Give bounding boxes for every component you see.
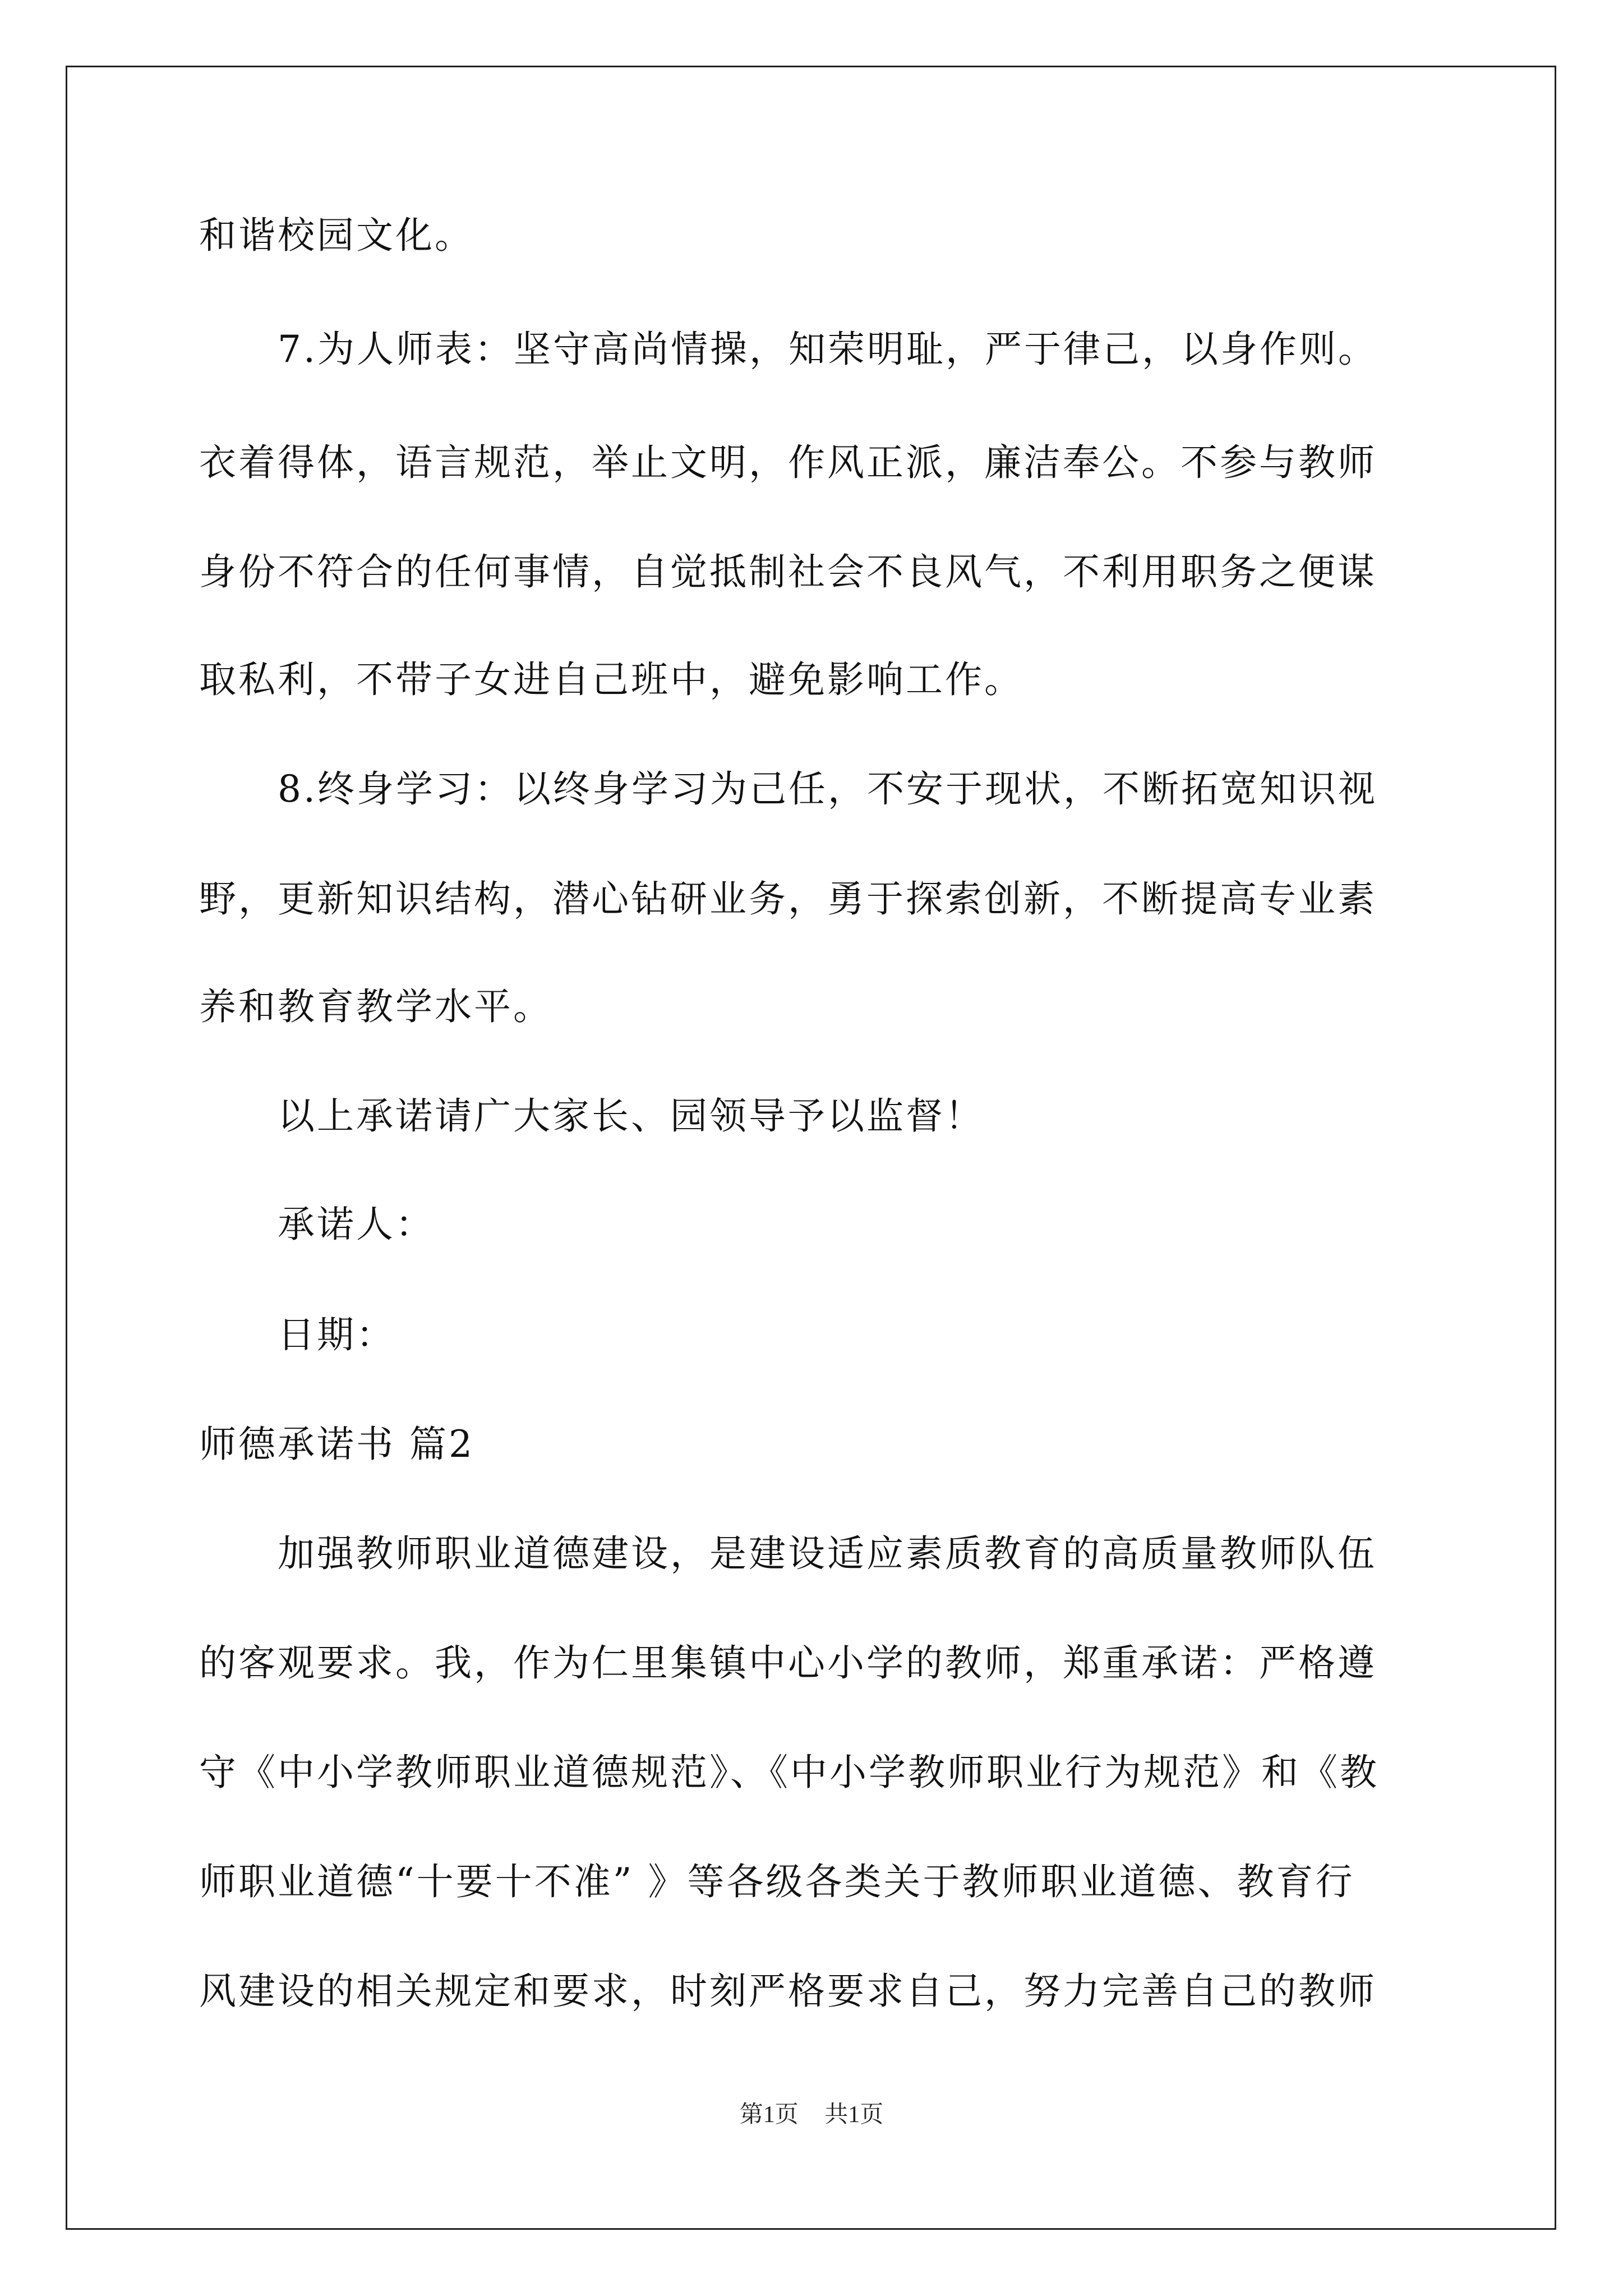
text-line: 守《中小学教师职业道德规范》、《中小学教师职业行为规范》和《教 [199, 1751, 1379, 1794]
promisor-label: 承诺人： [278, 1203, 435, 1246]
text-line: 师职业道德“十要十不准” 》等各级各类关于教师职业道德、教育行 [199, 1860, 1355, 1903]
text-line: 和谐校园文化。 [199, 214, 474, 257]
page-total: 共1页 [824, 2102, 884, 2128]
date-label: 日期： [278, 1313, 395, 1356]
text-line: 身份不符合的任何事情，自觉抵制社会不良风气，不利用职务之便谋 [199, 550, 1377, 593]
text-line: 加强教师职业道德建设，是建设适应素质教育的高质量教师队伍 [278, 1532, 1377, 1575]
text-line-item-8: 8.终身学习：以终身学习为己任，不安于现状，不断拓宽知识视 [278, 767, 1377, 811]
supervision-line: 以上承诺请广大家长、园领导予以监督！ [278, 1094, 984, 1138]
text-line-item-7: 7.为人师表：坚守高尚情操，知荣明耻，严于律己，以身作则。 [278, 328, 1377, 371]
section-heading: 师德承诺书 篇2 [199, 1423, 474, 1466]
text-line: 的客观要求。我，作为仁里集镇中心小学的教师，郑重承诺：严格遵 [199, 1641, 1377, 1685]
text-line: 衣着得体，语言规范，举止文明，作风正派，廉洁奉公。不参与教师 [199, 441, 1377, 484]
page-number: 第1页 [739, 2102, 799, 2128]
text-line: 养和教育教学水平。 [199, 985, 552, 1028]
text-line: 风建设的相关规定和要求，时刻严格要求自己，努力完善自己的教师 [199, 1970, 1377, 2013]
page-footer [0, 2098, 1623, 2132]
text-line: 野，更新知识结构，潜心钻研业务，勇于探索创新，不断提高专业素 [199, 877, 1377, 921]
text-line: 取私利，不带子女进自己班中，避免影响工作。 [199, 658, 1023, 701]
